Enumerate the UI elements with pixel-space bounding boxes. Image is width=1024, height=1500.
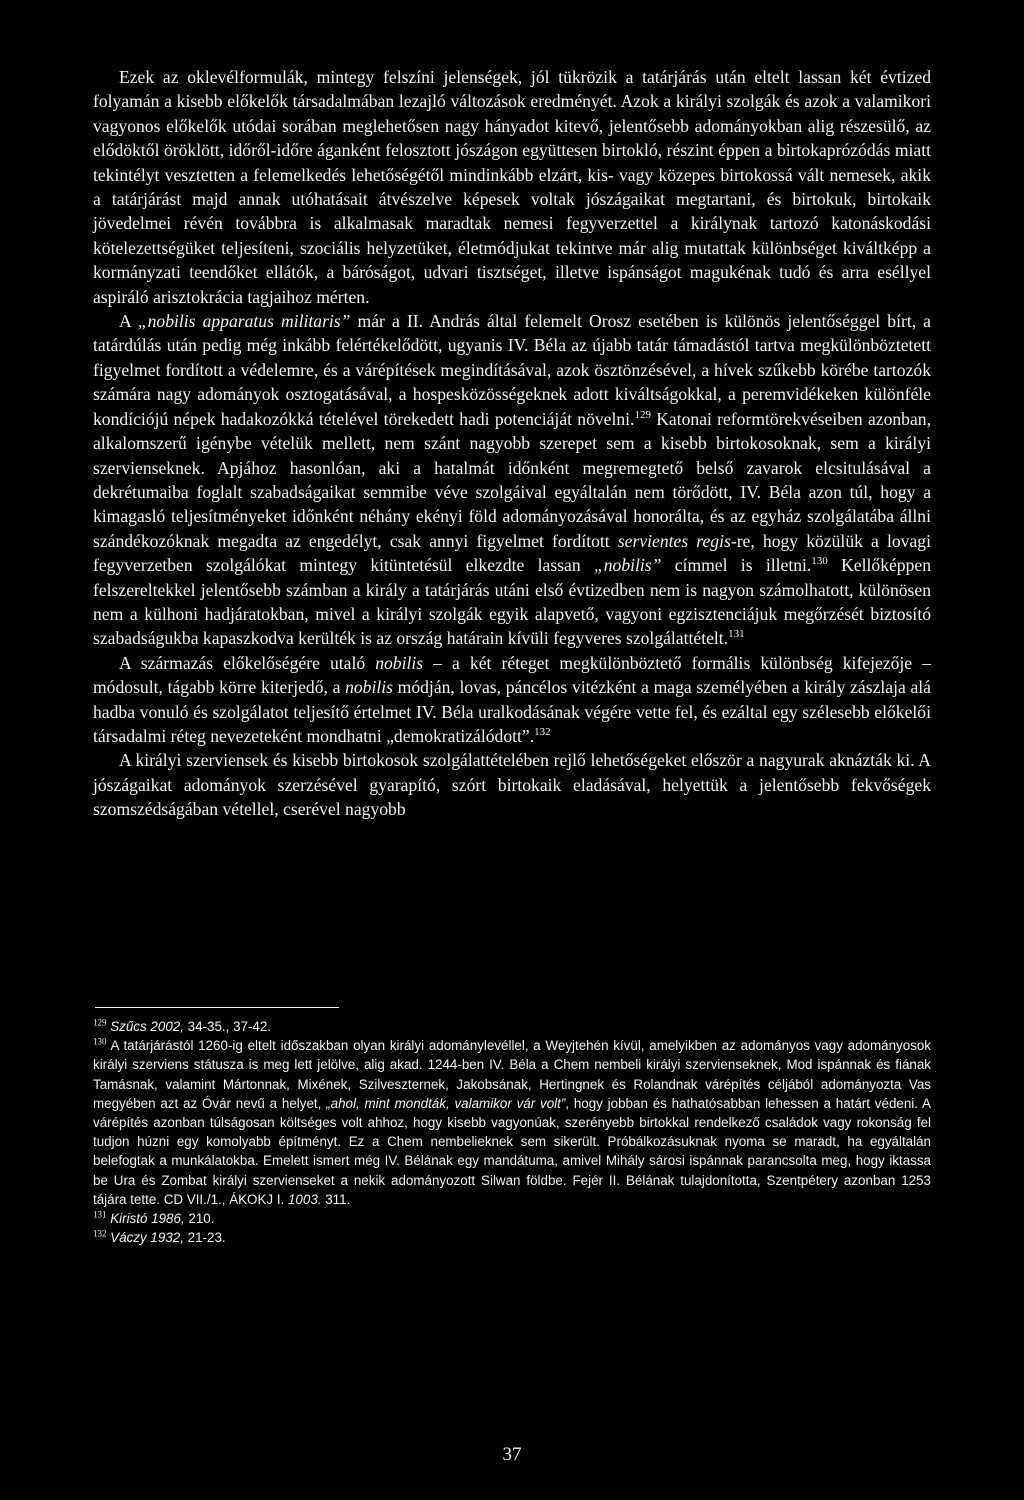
text-run: – a két réteget megkülönböztető formális különbség kifejezője – módosult, tágabb körre kiterjedő, a <box>93 652 931 698</box>
text-run: 34-35., 37-42. <box>183 1019 272 1034</box>
text-run: A királyi szerviensek és kisebb birtokosok szolgálattételében rejlő lehetőségeket először a nagyurak aknázták ki. A jószágaikat adományok szerzésével gyarapító, szórt birtokaik eladásával, helyettük a jelentősebb fekvőségek szomszédságában vétellel, cserével nagyobb <box>93 750 931 820</box>
footnote-reference: 131 <box>728 628 745 641</box>
italic-text: „nobilis” <box>593 555 662 576</box>
italic-text: Váczy 1932, <box>110 1230 184 1246</box>
text-run: címmel is illetni. <box>661 555 812 576</box>
footnote-number: 129 <box>93 1017 107 1028</box>
footnote-reference: 129 <box>634 408 651 421</box>
paragraph <box>93 748 931 821</box>
italic-text: Kiristó 1986, <box>110 1211 185 1227</box>
text-run: Katonai reformtörekvéseiben azonban, alkalomszerű igénybe vételük mellett, nem szánt nagyobb szerepet sem a kisebb birtokosoknak, sem a királyi szervienseknek. Apjához hasonlóan, aki a hatalmát időnként megremegtető belső zavarok elcsitulásával a dekrétumaiba foglalt szabadságaikat semmibe véve szolgáival egyáltalán nem törődött, IV. Béla azon túl, hogy a kimagasló teljesítményeket időnként néhány ekényi föld adományozásával honorálta, és az egyház szolgálatába állni szándékozóknak megadta az engedélyt, csak annyi figyelmet fordított <box>93 408 931 551</box>
text-run: 311. <box>321 1191 351 1207</box>
text-run: A <box>119 311 138 332</box>
text-run: már a II. András által felemelt Orosz esetében is különös jelentőséggel bírt, a tatárdúlás után pedig még inkább felértékelődött, ugyanis IV. Béla az újabb tatár támadástól tartva megkülönböztetett figyelmet fordított a védelemre, és a várépítések megindításával, azok ösztönzésével, a hívek szűkebb körébe tartozók számára nagy adományok osztogatásával, a hospesközösségeknek adott kiváltságokkal, a peremvidékeken különféle kondíciójú népek hadakozókká tételével törekedett hadi potenciáját növelni. <box>93 311 931 429</box>
italic-text: 1003. <box>287 1191 322 1207</box>
text-run: módján, lovas, páncélos vitézként a maga személyében a király zászlaja alá hadba vonuló és szolgálatot teljesítő értelmet IV. Béla uralkodásának végére vette fel, és ezáltal egy szélesebb előkelői társadalmi réteg nevezeteként mondhatni „demokratizálódott”. <box>93 677 931 746</box>
text-run: A tatárjárástól 1260-ig eltelt időszakban olyan királyi adománylevéllel, a Weyjtehén kívül, amelyikben az adományos vagy adományosok királyi szerviens státusza is meg lett jelölve, alig akad. 1244-ben IV. Béla a Chem nembeli királyi szervienseknek, Mod ispánnak és fiának Tamásnak, valamint Mártonnak, Mixének, Szilveszternek, Jakobsának, Hertingnek és Rolandnak várépítés céljából adományozta Vas megyében azt az Óvár nevű a helyet, <box>93 1038 931 1111</box>
text-run: Ezek az oklevélformulák, mintegy felszíni jelenségek, jól tükrözik a tatárjárás után eltelt lassan két évtized folyamán a kisebb előkelők társadalmában lezajló változások eredményét. Azok a királyi szolgák és azok a valamikori vagyonos előkelők utódai sorában meglehetősen nagy hányadot kitevő, jelentősebb adományokban alig részesülő, az elődöktől öröklött, időről-időre áganként felosztott jószágon együttesen birtokló, részint éppen a birtokaprózódás miatt tekintélyt vesztetten a felemelkedés lehetőségétől mindinkább elzárt, kis- vagy közepes birtokossá vált nemesek, akik a tatárjárást majd annak utóhatásait átvészelve képesek voltak jószágaikat megtartani, és birtokuk, birtokaik jövedelmei révén továbbra is alkalmasak maradtak nemesi fegyverzettel a királynak tartozó katonáskodási kötelezettségüket teljesíteni, szociális helyzetüket, életmódjukat tekintve már alig mutattak különbséget kiváltképp a kormányzati teendőket ellátók, a báróságot, udvari tisztséget, illetve ispánságot magukénak tudó és arra eséllyel aspiráló arisztokrácia tagjaihoz mérten. <box>93 67 931 307</box>
footnote <box>93 1036 931 1209</box>
footnote-number: 132 <box>93 1228 107 1239</box>
italic-text: servientes regis <box>617 530 731 551</box>
text-run: , hogy jobban és hathatósabban lehessen a határt védeni. A várépítés azonban túlságosan költséges volt ahhoz, hogy kisebb vagyonúak, szerényebb birtokkal rendelkező családok vagy rokonság fel tudjon húzni egy komolyabb építményt. Ez a Chem nembelieknek sem sikerült. Próbálkozásuknak nyoma se maradt, ha egyáltalán belefogtak a munkálatokba. Emelett ismert még IV. Bélának egy mandátuma, amivel Mihály sárosi ispánnak parancsolta meg, hogy iktassa be Ura és Zombat királyi szervienseket a nekik adományozott Silwan földbe. Fejér II. Bélának tulajdonította, Szentpétery azonban 1253 tájára tette. CD VII./1., ÁKOKJ I. <box>93 1095 931 1207</box>
footnote-number: 130 <box>93 1036 107 1047</box>
footnote <box>93 1017 931 1036</box>
footnote <box>93 1209 931 1228</box>
italic-text: Szűcs 2002, <box>110 1019 184 1034</box>
italic-text: nobilis <box>375 652 424 673</box>
footnote <box>93 1228 931 1247</box>
text-run: -re, hogy közülük a lovagi fegyverzetben szolgálókat mintegy kitüntetésül elkezdte lassan <box>93 530 931 576</box>
page-number: 37 <box>502 1444 522 1465</box>
footnote-reference: 130 <box>811 555 828 568</box>
footnote-divider <box>95 1007 339 1008</box>
italic-text: nobilis <box>345 677 393 698</box>
paragraph <box>93 309 931 651</box>
footnote-reference: 132 <box>534 726 551 739</box>
paragraph <box>93 651 931 749</box>
main-text <box>93 65 931 822</box>
footnotes <box>93 1017 931 1247</box>
italic-text: „ahol, mint mondták, valamikor vár volt” <box>326 1095 566 1111</box>
text-run: 21-23. <box>183 1230 226 1246</box>
text-run: 210. <box>184 1211 215 1227</box>
footnote-number: 131 <box>93 1209 107 1220</box>
italic-text: „nobilis apparatus militaris” <box>137 311 351 332</box>
text-run: A származás előkelőségére utaló <box>119 652 376 673</box>
paragraph <box>93 65 931 309</box>
text-run: Kellőképpen felszereltekkel jelentősebb számban a király a tatárjárás utáni első évtizedben nem is nagyon számolhatott, különösen nem a külhoni hadjáratokban, mivel a királyi szolgák egyik alapvető, vagyoni egzisztenciájuk megőrzését biztosító szabadságukba kapaszkodva kerülték is az ország határain kívüli fegyveres szolgálattételt. <box>93 555 931 649</box>
